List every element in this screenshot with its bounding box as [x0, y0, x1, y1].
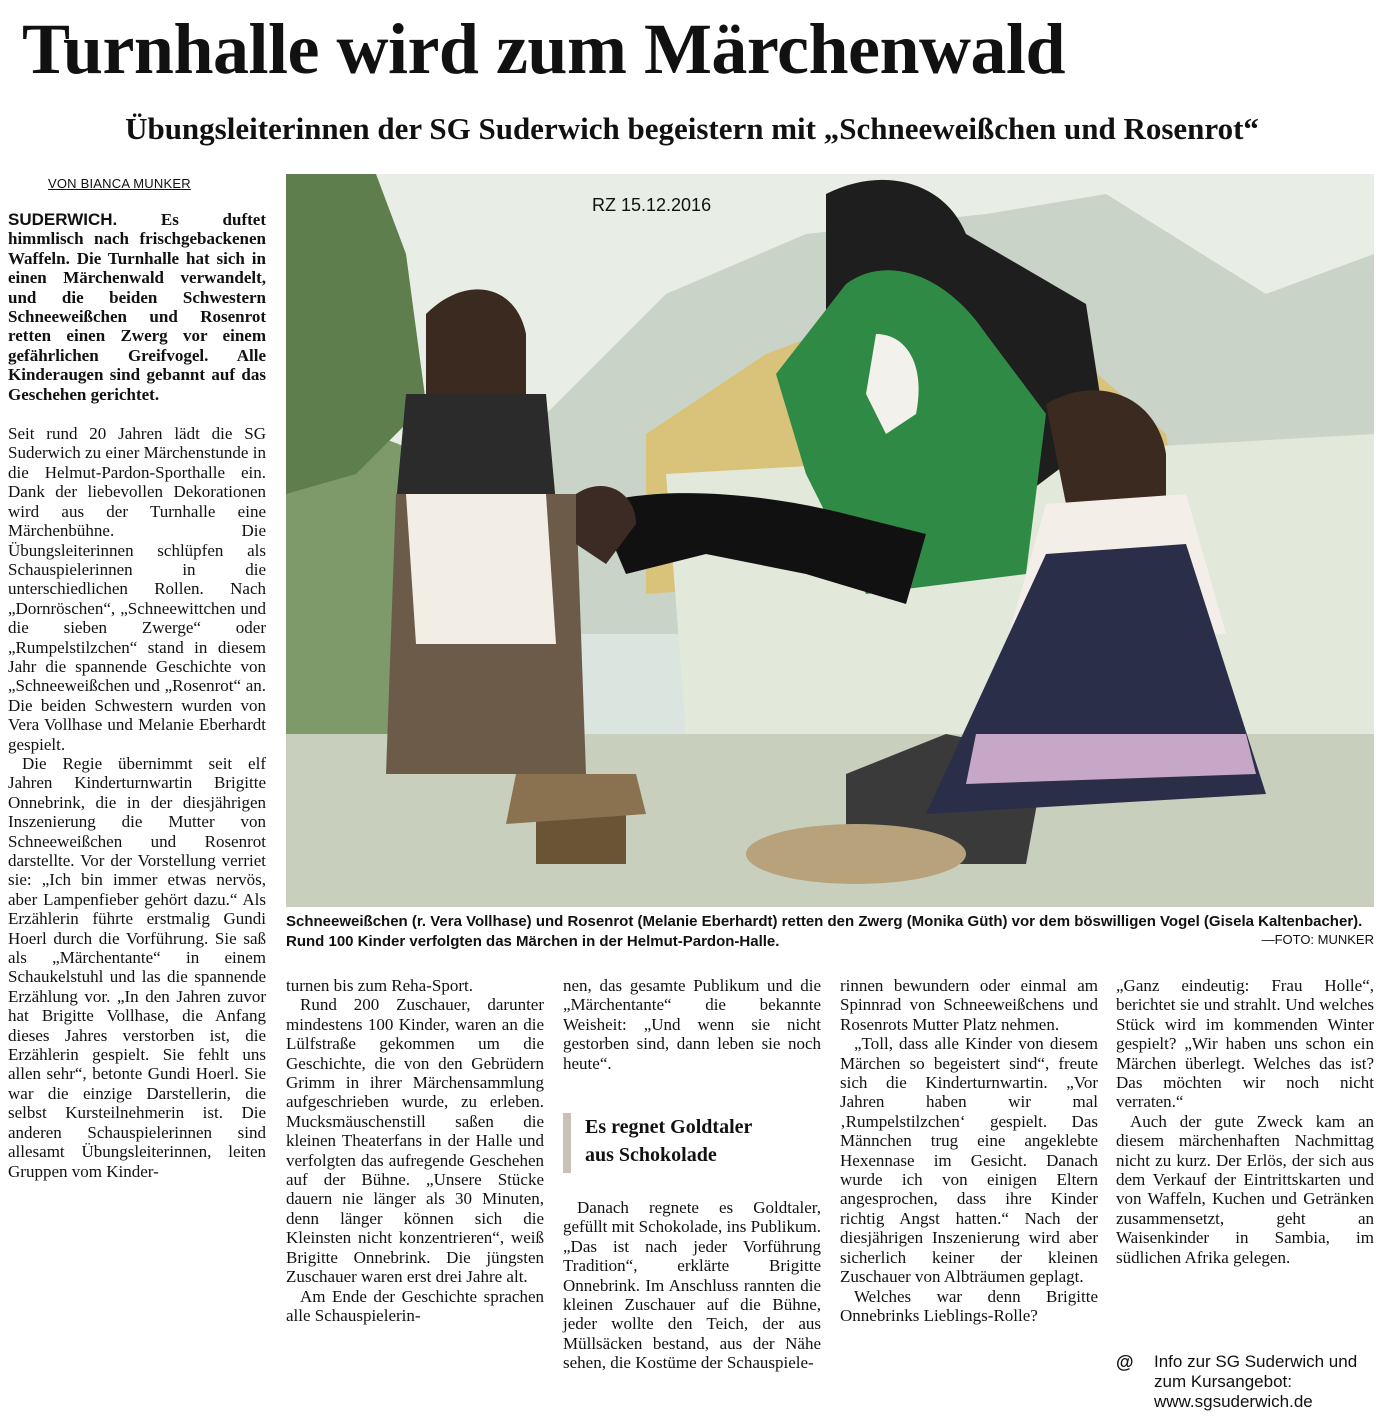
date-stamp: RZ 15.12.2016 [592, 195, 712, 215]
body-paragraph: Welches war denn Brigitte Onnebrinks Lieblings-Rolle? [840, 1286, 1098, 1325]
body-paragraph: Die Regie übernimmt seit elf Jahren Kinderturnwartin Brigitte Onnebrink, die in der diesjährigen Inszenierung die Mutter von Schneeweißchen und Rosenrot darstellte. Vor der Vorstellung verriet sie: „Ich bin immer etwas nervös, aber Lampenfieber gehört dazu.“ Als Erzählerin führte erstmalig Gundi Hoerl durch die Vorführung. Sie saß als „Märchentante“ in einem Schaukelstuhl und las die spannende Erzählung vor. „In den Jahren zuvor hat Brigitte Vollhase, die Anfang dieses Jahres verstorben ist, die Erzählerin gespielt. Sie fehlt uns allen sehr“, betonte Gundi Hoerl. Sie war die einzige Darstellerin, die selbst Kursteilnehmerin ist. Die anderen Schauspielerinnen sind allesamt Übungsleiterinnen, leiten Gruppen vom Kinder- [8, 753, 266, 1181]
column-4 [840, 976, 1098, 1325]
info-text: Info zur SG Suderwich und zum Kursangebot: www.sgsuderwich.de [1154, 1352, 1358, 1411]
photo-credit: —FOTO: MUNKER [1261, 932, 1374, 947]
body-paragraph: Am Ende der Geschichte sprachen alle Schauspielerin- [286, 1286, 544, 1325]
body-paragraph: Danach regnete es Goldtaler, gefüllt mit Schokolade, ins Publikum. „Das ist nach jeder Vorführung Tradition“, erklärte Brigitte Onnebrink. Im Anschluss rannten die kleinen Zuschauer auf die Bühne, jeder wollte den Teich, der aus Müllsäcken bestand, aus der Nähe sehen, die Kostüme der Schauspiele- [563, 1198, 821, 1373]
subheading-line: Es regnet Goldtaler [585, 1116, 753, 1138]
column-2 [286, 976, 544, 1325]
column-3 [563, 976, 821, 1073]
column-5 [1116, 976, 1374, 1267]
article-subheadline: Übungsleiterinnen der SG Suderwich begeistern mit „Schneeweißchen und Rosenrot“ [125, 111, 1259, 146]
lead-place: SUDERWICH. [8, 210, 118, 229]
article-photo [286, 174, 1374, 907]
photo-illustration [286, 174, 1374, 907]
lead-paragraph [8, 210, 266, 404]
column-3-continued [563, 1198, 821, 1373]
body-paragraph: „Toll, dass alle Kinder von diesem Märchen so begeistert sind“, freute sich die Kinderturnwartin. „Vor Jahren haben wir mal ‚Rumpelstilzchen‘ gespielt. Das Männchen trug eine angeklebte Hexennase im Gesicht. Danach wurde ich von einigen Eltern angesprochen, dass ihre Kinder richtig Angst hatten.“ Nach der diesjährigen Inszenierung wird aber sicherlich keiner der kleinen Zuschauer von Albträumen geplagt. [840, 1034, 1098, 1287]
body-paragraph: Seit rund 20 Jahren lädt die SG Suderwich zu einer Märchenstunde in die Helmut-Pardon-Sporthalle ein. Dank der liebevollen Dekorationen wird aus der Turnhalle eine Märchenbühne. Die Übungsleiterinnen schlüpfen als Schauspielerinnen in die unterschiedlichen Rollen. Nach „Dornröschen“, „Schneewittchen und die sieben Zwerge“ oder „Rumpelstilzchen“ stand in diesem Jahr die spannende Geschichte von „Schneeweißchen und „Rosenrot“ an. Die beiden Schwestern wurden von Vera Vollhase und Melanie Eberhardt gespielt. [8, 424, 266, 754]
lead-text: Es duftet himmlisch nach frischgebackenen Waffeln. Die Turnhalle hat sich in einen Märchenwald verwandelt, und die beiden Schwestern Schneeweißchen und Rosenrot retten einen Zwerg vor einem gefährlichen Greifvogel. Alle Kinderaugen sind gebannt auf das Geschehen gerichtet. [8, 210, 266, 404]
body-paragraph: Rund 200 Zuschauer, darunter mindestens 100 Kinder, waren an die Lülfstraße gekommen um die Geschichte, die von den Gebrüdern Grimm in ihrer Märchensammlung aufgeschrieben wurde, zu erleben. Mucksmäuschenstill saßen die kleinen Theaterfans in der Halle und verfolgten das aufregende Geschehen auf der Bühne. „Unsere Stücke dauern nie länger als 30 Minuten, denn länger können sich die Kleinsten nicht konzentrieren“, weiß Brigitte Onnebrink. Die jüngsten Zuschauer waren erst drei Jahre alt. [286, 995, 544, 1287]
photo-caption: Schneeweißchen (r. Vera Vollhase) und Rosenrot (Melanie Eberhardt) retten den Zwerg (Monika Güth) vor dem böswilligen Vogel (Gisela Kaltenbacher). Rund 100 Kinder verfolgten das Märchen in der Helmut-Pardon-Halle. [286, 913, 1363, 950]
subheading-line: aus Schokolade [585, 1144, 717, 1166]
body-paragraph: „Ganz eindeutig: Frau Holle“, berichtet sie und strahlt. Und welches Stück wird im kommenden Winter gespielt? „Wir haben uns schon ein Märchen überlegt. Welches das ist? Das möchten wir noch nicht verraten.“ [1116, 976, 1374, 1112]
body-paragraph: turnen bis zum Reha-Sport. [286, 976, 473, 995]
body-paragraph: nen, das gesamte Publikum und die „Märchentante“ die bekannte Weisheit: „Und wenn sie nicht gestorben sind, dann leben sie noch heute“. [563, 976, 821, 1073]
at-icon: @ [1116, 1352, 1134, 1372]
article-headline: Turnhalle wird zum Märchenwald [22, 9, 1066, 89]
info-box [1116, 1352, 1376, 1412]
byline: VON BIANCA MUNKER [48, 176, 191, 191]
body-paragraph: rinnen bewundern oder einmal am Spinnrad von Schneeweißchens und Rosenrots Mutter Platz nehmen. [840, 976, 1098, 1034]
column-1 [8, 210, 266, 1181]
subheading-box [563, 1113, 821, 1173]
body-paragraph: Auch der gute Zweck kam an diesem märchenhaften Nachmittag nicht zu kurz. Der Erlös, der sich aus dem Verkauf der Eintrittskarten und von Waffeln, Kuchen und Getränken zusammensetzt, geht an Waisenkinder in Sambia, im südlichen Afrika gelegen. [1116, 1111, 1374, 1267]
